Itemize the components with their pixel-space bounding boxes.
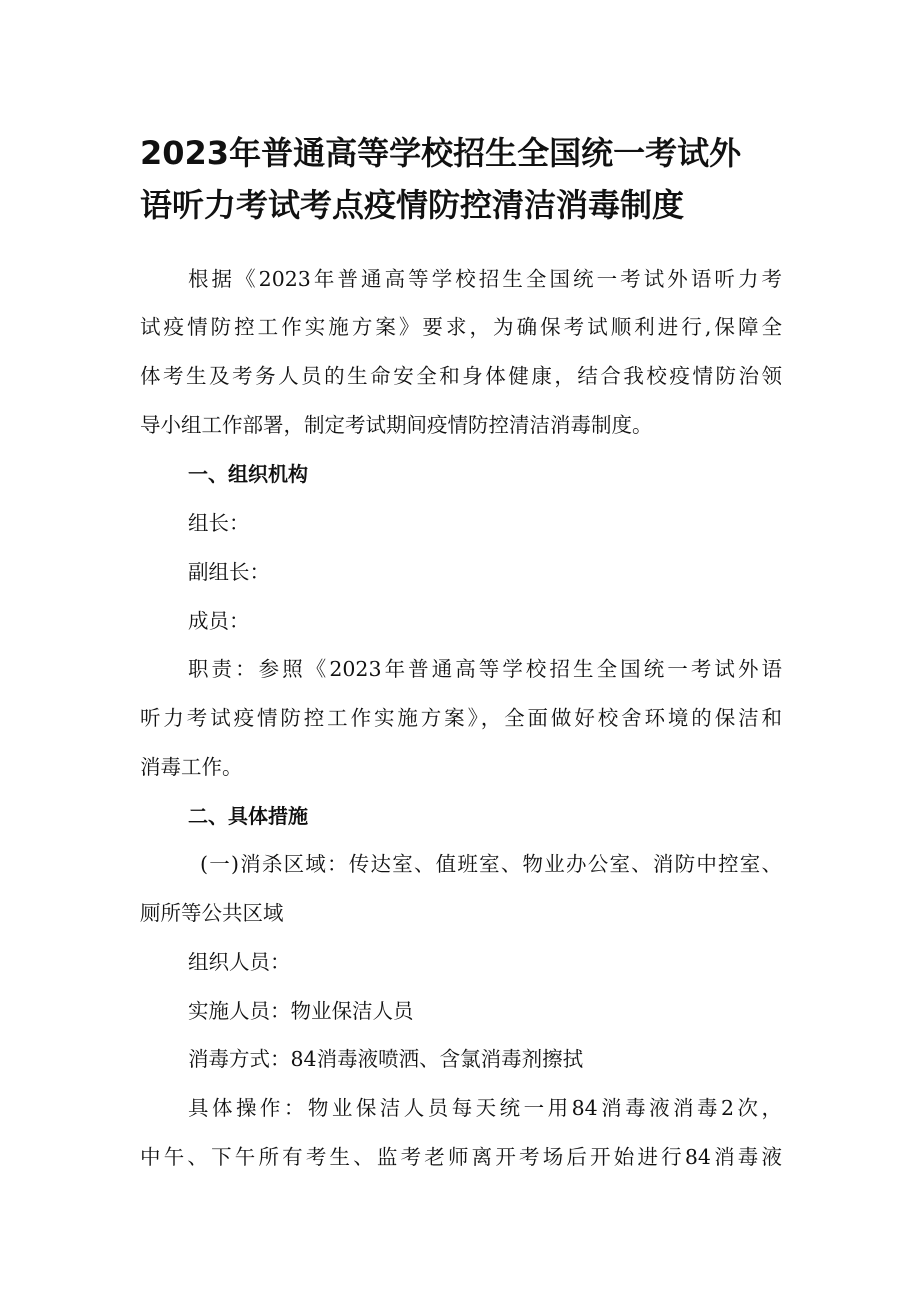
organizer-field: 组织人员： (188, 950, 291, 974)
document-title-line-2: 语听力考试考点疫情防控清洁消毒制度 (140, 186, 685, 224)
leader-field: 组长： (188, 511, 250, 535)
duty-line-1: 职责：参照《2023年普通高等学校招生全国统一考试外语 (188, 657, 782, 681)
implementer-field: 实施人员：物业保洁人员 (188, 999, 414, 1023)
intro-line-1: 根据《2023年普通高等学校招生全国统一考试外语听力考 (188, 267, 782, 291)
intro-line-4: 导小组工作部署，制定考试期间疫情防控清洁消毒制度。 (140, 413, 653, 437)
document-title-line-1: 2023年普通高等学校招生全国统一考试外 (140, 134, 742, 172)
operation-line-2: 中午、下午所有考生、监考老师离开考场后开始进行84消毒液 (140, 1145, 782, 1169)
operation-line-1: 具体操作：物业保洁人员每天统一用84消毒液消毒2次， (188, 1096, 782, 1120)
disinfection-area-line-1: (一)消杀区域：传达室、值班室、物业办公室、消防中控室、 (200, 852, 782, 876)
duty-line-3: 消毒工作。 (140, 755, 243, 779)
deputy-leader-field: 副组长： (188, 560, 270, 584)
duty-line-2: 听力考试疫情防控工作实施方案》，全面做好校舍环境的保洁和 (140, 706, 782, 730)
intro-line-3: 体考生及考务人员的生命安全和身体健康，结合我校疫情防治领 (140, 364, 782, 388)
disinfection-area-line-2: 厕所等公共区域 (140, 901, 284, 925)
members-field: 成员： (188, 609, 250, 633)
disinfection-method: 消毒方式：84消毒液喷洒、含氯消毒剂擦拭 (188, 1047, 584, 1071)
section-heading-organization: 一、组织机构 (188, 462, 308, 486)
intro-line-2: 试疫情防控工作实施方案》要求，为确保考试顺利进行,保障全 (140, 315, 782, 339)
section-heading-measures: 二、具体措施 (188, 804, 308, 828)
